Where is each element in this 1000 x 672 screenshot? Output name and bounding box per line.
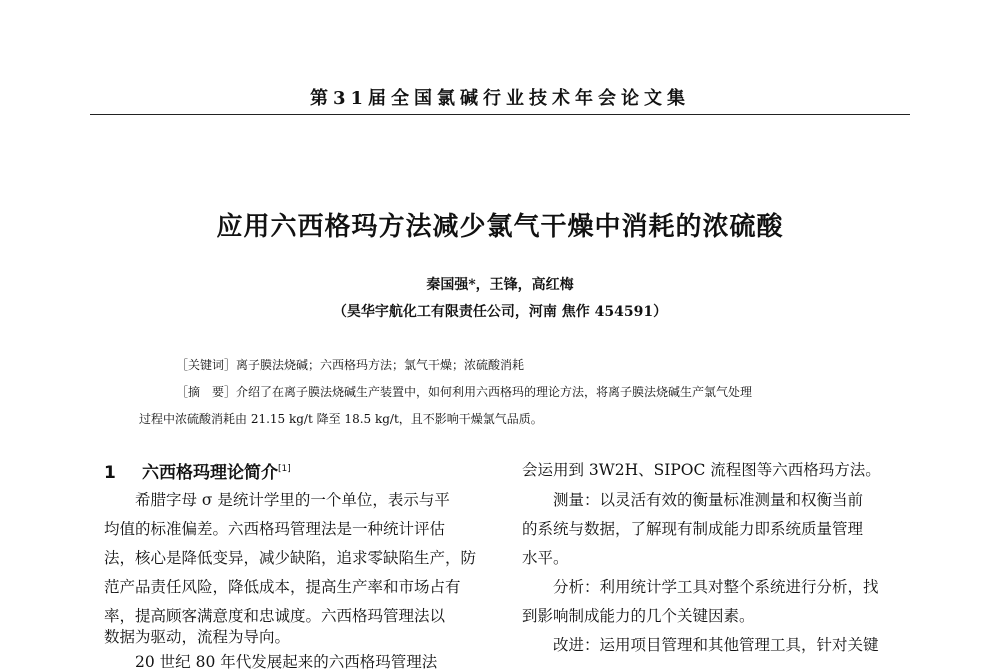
- left-paragraph-line: 法，核心是降低变异，减少缺陷，追求零缺陷生产，防: [104, 549, 477, 567]
- paper-title: 应用六西格玛方法减少氯气干燥中消耗的浓硫酸: [216, 212, 784, 242]
- left-paragraph-line: 20 世纪 80 年代发展起来的六西格玛管理法: [104, 653, 438, 671]
- section-title: 六西格玛理论简介: [142, 463, 278, 483]
- abstract-label: ［摘 要］: [176, 385, 237, 399]
- right-paragraph-line: 会运用到 3W2H、SIPOC 流程图等六西格玛方法。: [522, 461, 881, 479]
- right-paragraph-line: 分析：利用统计学工具对整个系统进行分析，找: [522, 578, 879, 596]
- left-paragraph-line: 范产品责任风险，降低成本，提高生产率和市场占有: [104, 578, 461, 596]
- abstract-line-1: [176, 383, 752, 400]
- header-rule: [90, 114, 910, 115]
- keywords-label: ［关键词］: [176, 358, 237, 372]
- abstract-text-1: 介绍了在离子膜法烧碱生产装置中，如何利用六西格玛的理论方法，将离子膜法烧碱生产氯气处理: [236, 385, 753, 399]
- keywords: [176, 356, 524, 373]
- left-paragraph-line: 数据为驱动，流程为导向。: [104, 628, 291, 646]
- left-paragraph-line: 率，提高顾客满意度和忠诚度。六西格玛管理法以: [104, 607, 446, 625]
- affiliation: （昊华宇航化工有限责任公司，河南 焦作 454591）: [332, 304, 668, 320]
- right-paragraph-line: 测量：以灵活有效的衡量标准测量和权衡当前: [522, 491, 864, 509]
- section-ref: [1]: [278, 464, 291, 474]
- right-paragraph-line: 水平。: [522, 549, 569, 567]
- proceedings-header: 第31届全国氯碱行业技术年会论文集: [309, 88, 691, 109]
- left-paragraph-line: 希腊字母 σ 是统计学里的一个单位，表示与平: [104, 491, 450, 509]
- right-paragraph-line: 改进：运用项目管理和其他管理工具，针对关键: [522, 636, 879, 654]
- abstract-line-2: 过程中浓硫酸消耗由 21.15 kg/t 降至 18.5 kg/t，且不影响干燥氯气品质。: [139, 412, 543, 426]
- left-paragraph-line: 均值的标准偏差。六西格玛管理法是一种统计评估: [104, 520, 446, 538]
- right-paragraph-line: 的系统与数据，了解现有制成能力即系统质量管理: [522, 520, 864, 538]
- section-number: 1: [104, 463, 116, 483]
- section-heading: [104, 458, 291, 483]
- keywords-text: 离子膜法烧碱；六西格玛方法；氯气干燥；浓硫酸消耗: [236, 358, 525, 372]
- right-paragraph-line: 到影响制成能力的几个关键因素。: [522, 607, 755, 625]
- authors: 秦国强*，王锋，高红梅: [426, 277, 574, 293]
